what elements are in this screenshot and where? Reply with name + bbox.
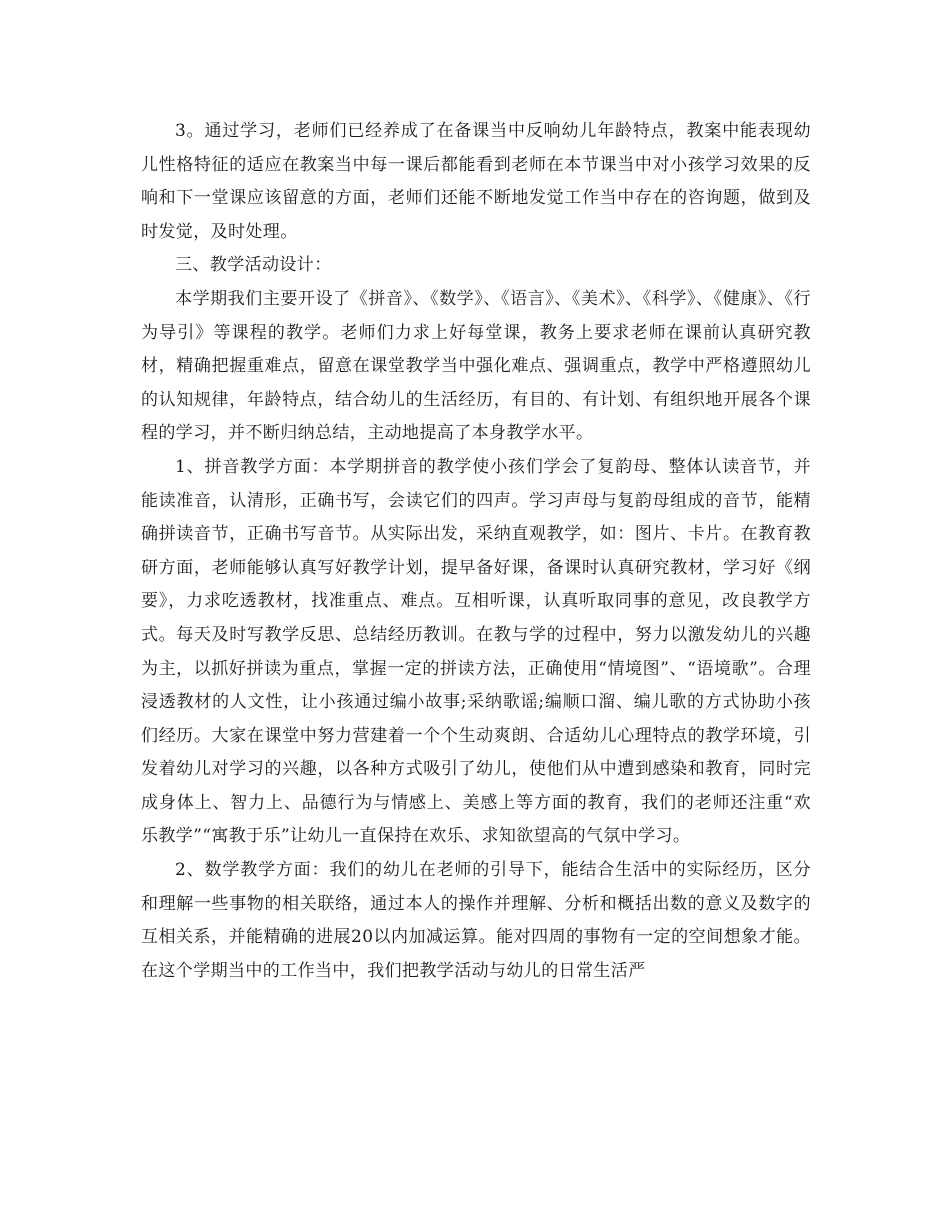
paragraph-math-teaching: 2、数学教学方面：我们的幼儿在老师的引导下，能结合生活中的实际经历，区分和理解一些事物的相关联络，通过本人的操作并理解、分析和概括出数的意义及数字的互相关系，并能精确的进展20以内加减运算。能对四周的事物有一定的空间想象才能。在这个学期当中的工作当中，我们把教学活动与幼儿的日常生活严 (141, 860, 811, 981)
document-body (141, 115, 811, 988)
paragraph-pinyin-teaching: 1、拼音教学方面：本学期拼音的教学使小孩们学会了复韵母、整体认读音节，并能读准音，认清形，正确书写，会读它们的四声。学习声母与复韵母组成的音节，能精确拼读音节，正确书写音节。从实际出发，采纳直观教学，如：图片、卡片。在教育教研方面，老师能够认真写好教学计划，提早备好课，备课时认真研究教材，学习好《纲要》，力求吃透教材，找准重点、难点。互相听课，认真听取同事的意见，改良教学方式。每天及时写教学反思、总结经历教训。在教与学的过程中，努力以激发幼儿的兴趣为主，以抓好拼读为重点，掌握一定的拼读方法，正确使用“情境图”、“语境歌”。合理浸透教材的人文性，让小孩通过编小故事;采纳歌谣;编顺口溜、编儿歌的方式协助小孩们经历。大家在课堂中努力营建着一个个生动爽朗、合适幼儿心理特点的教学环境，引发着幼儿对学习的兴趣，以各种方式吸引了幼儿，使他们从中遭到感染和教育，同时完成身体上、智力上、品德行为与情感上、美感上等方面的教育，我们的老师还注重“欢乐教学”“寓教于乐”让幼儿一直保持在欢乐、求知欲望高的气氛中学习。 (141, 456, 811, 847)
section-heading-teaching-activity-design: 三、教学活动设计： (175, 255, 332, 276)
paragraph-reflection: 3。通过学习，老师们已经养成了在备课当中反响幼儿年龄特点，教案中能表现幼儿性格特征的适应在教案当中每一课后都能看到老师在本节课当中对小孩学习效果的反响和下一堂课应该留意的方面，老师们还能不断地发觉工作当中存在的咨询题，做到及时发觉，及时处理。 (141, 121, 811, 242)
paragraph-courses: 本学期我们主要开设了《拼音》、《数学》、《语言》、《美术》、《科学》、《健康》、《行为导引》等课程的教学。老师们力求上好每堂课，教务上要求老师在课前认真研究教材，精确把握重难点，留意在课堂教学当中强化难点、强调重点，教学中严格遵照幼儿的认知规律，年龄特点，结合幼儿的生活经历，有目的、有计划、有组织地开展各个课程的学习，并不断归纳总结，主动地提高了本身教学水平。 (141, 288, 811, 444)
